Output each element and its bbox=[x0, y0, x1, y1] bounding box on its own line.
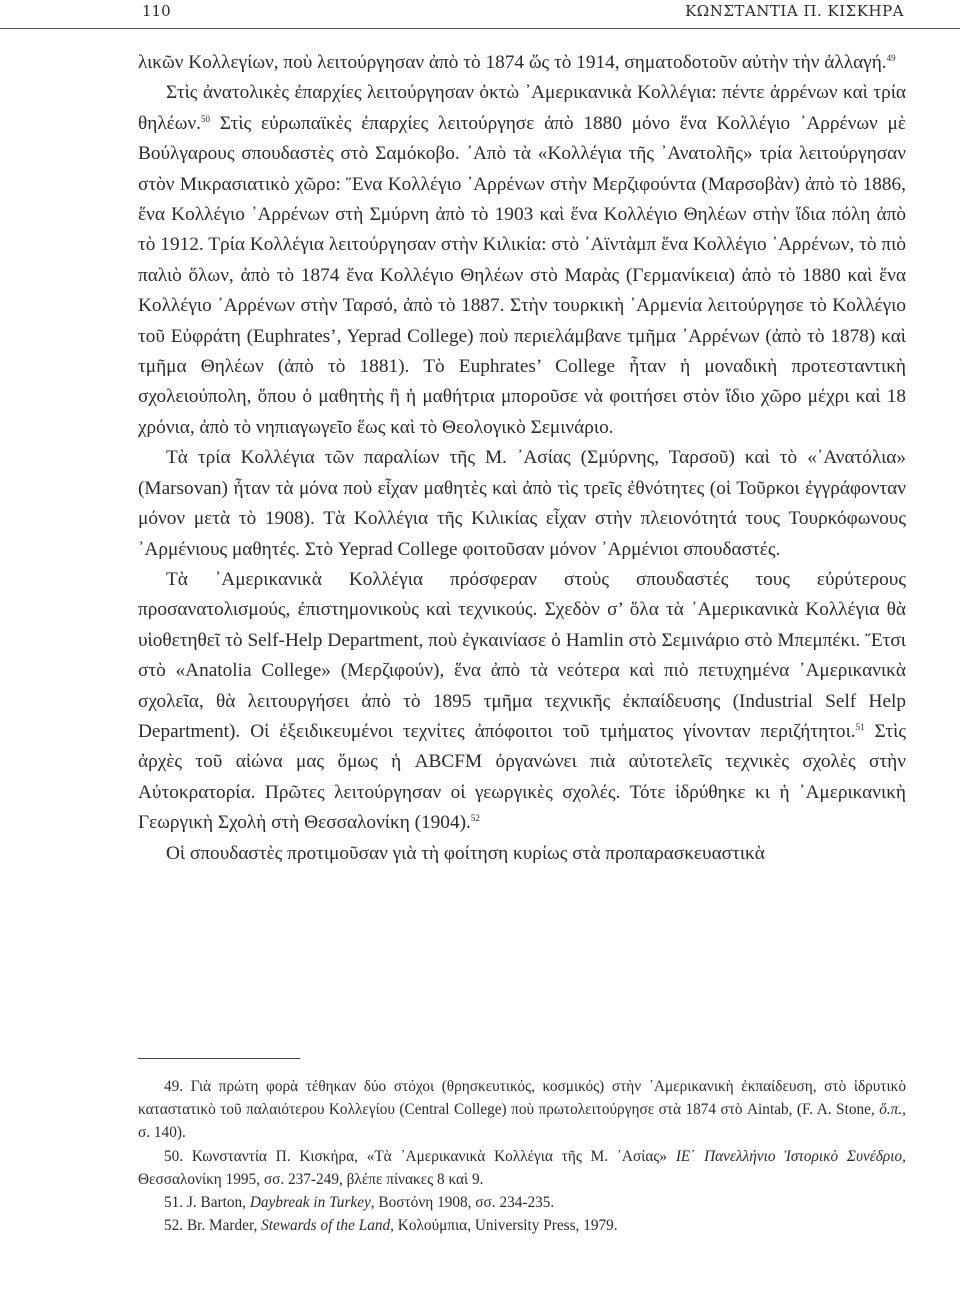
footnote-ref: 49 bbox=[886, 53, 896, 63]
footnote-49: 49. Γιὰ πρώτη φορὰ τέθηκαν δύο στόχοι (θρησκευτικός, κοσμικός) στὴν ᾿Αμερικανικὴ ἐκπαίδευση, στὸ ἱδρυτικὸ καταστατικὸ τοῦ παλαιότερου Κολλεγίου (Central College) ποὺ πρωτολειτούργησε στὰ 1874 στὸ Aintab, (F. A. Stone, ὅ.π., σ. 140). bbox=[138, 1078, 906, 1142]
footnote-51: 51. J. Barton, Daybreak in Turkey, Βοστόνη 1908, σσ. 234-235. bbox=[164, 1194, 555, 1212]
footnote-ref: 51 bbox=[855, 721, 865, 732]
page-header bbox=[0, 0, 960, 29]
footnote-ref: 52 bbox=[470, 813, 480, 824]
paragraph: Τὰ τρία Κολλέγια τῶν παραλίων τῆς Μ. ᾿Ασίας (Σμύρνης, Ταρσοῦ) καὶ τὸ «᾿Ανατόλια» (Marsovan) ἦταν τὰ μόνα ποὺ εἶχαν μαθητὲς καὶ ἀπὸ τὶς τρεῖς ἐθνότητες (οἱ Τοῦρκοι ἐγγράφονταν μόνον μετὰ τὸ 1908). Τὰ Κολλέγια τῆς Κιλικίας εἶχαν στὴν πλειονότητά τους Τουρκόφωνους ᾿Αρμένιους μαθητές. Στὸ Yeprad College φοιτοῦσαν μόνον ᾿Αρμένιοι σπουδαστές. bbox=[138, 447, 906, 560]
paragraph: Οἱ σπουδαστὲς προτιμοῦσαν γιὰ τὴ φοίτηση κυρίως στὰ προπαρασκευαστικὰ bbox=[166, 842, 765, 864]
footnote-52: 52. Br. Marder, Stewards of the Land, Κολούμπια, University Press, 1979. bbox=[164, 1217, 618, 1235]
footnotes bbox=[138, 1075, 906, 1237]
footnote-ref: 50 bbox=[201, 113, 210, 124]
footnote-divider bbox=[138, 1058, 300, 1059]
running-head: ΚΩΝΣΤΑΝΤΙΑ Π. ΚΙΣΚΗΡΑ bbox=[685, 2, 904, 20]
paragraph: Στὶς ἀνατολικὲς ἐπαρχίες λειτούργησαν ὀκτὼ ᾿Αμερικανικὰ Κολλέγια: πέντε ἀρρένων καὶ τρία θηλέων.$^{50}$ Στὶς εὐρωπαϊκὲς ἐπαρχίες λειτούργησε ἀπὸ 1880 μόνο ἕνα Κολλέγιο ᾿Αρρένων μὲ Βούλγαρους σπουδαστὲς στὸ Σαμόκοβο. ᾿Απὸ τὰ «Κολλέγια τῆς ᾿Ανατολῆς» τρία λειτούργησαν στὸν Μικρασιατικὸ χῶρο: Ἕνα Κολλέγιο ᾿Αρρένων στὴν Μερζιφούντα (Μαρσοβὰν) ἀπὸ τὸ 1886, ἕνα Κολλέγιο ᾿Αρρένων στὴ Σμύρνη ἀπὸ τὸ 1903 καὶ ἕνα Κολλέγιο Θηλέων στὴν ἴδια πόλη ἀπὸ τὸ 1912. Τρία Κολλέγια λειτούργησαν στὴν Κιλικία: στὸ ᾿Αϊντὰμπ ἕνα Κολλέγιο ᾿Αρρένων, τὸ πιὸ παλιὸ ὅλων, ἀπὸ τὸ 1874 ἕνα Κολλέγιο Θηλέων στὸ Μαρὰς (Γερμανίκεια) ἀπὸ τὸ 1880 καὶ ἕνα Κολλέγιο ᾿Αρρένων στὴν Ταρσό, ἀπὸ τὸ 1887. Στὴν τουρκικὴ ᾿Αρμενία λειτούργησε τὸ Κολλέγιο τοῦ Εὐφράτη (Euphrates’, Yeprad College) ποὺ περιελάμβανε τμῆμα ᾿Αρρένων (ἀπὸ τὸ 1878) καὶ τμῆμα Θηλέων (ἀπὸ τὸ 1881). Τὸ Euphrates’ College ἦταν ἡ μοναδικὴ προτεσταντικὴ σχολειούπολη, ὅπου ὁ μαθητὴς ἢ ἡ μαθήτρια μποροῦσε νὰ φοιτήσει στὸν ἴδιο χῶρο μέχρι καὶ 18 χρόνια, ἀπὸ τὸ νηπιαγωγεῖο ἕως καὶ τὸ Θεολογικὸ Σεμινάριο. bbox=[138, 82, 906, 438]
paragraph: Τὰ ᾿Αμερικανικὰ Κολλέγια πρόσφεραν στοὺς σπουδαστές τους εὐρύτερους προσανατολισμούς, ἐπιστημονικοὺς καὶ τεχνικούς. Σχεδὸν σ’ ὅλα τὰ ᾿Αμερικανικὰ Κολλέγια θὰ υἱοθετηθεῖ τὸ Self-Help Department, ποὺ ἐγκαινίασε ὁ Hamlin στὸ Σεμινάριο στὸ Μπεμπέκι. Ἔτσι στὸ «Anatolia College» (Μερζιφούν), ἕνα ἀπὸ τὰ νεότερα καὶ πιὸ πετυχημένα ᾿Αμερικανικὰ σχολεῖα, θὰ λειτουργήσει ἀπὸ τὸ 1895 τμῆμα τεχνικῆς ἐκπαίδευσης (Industrial Self Help Department). Οἱ ἐξειδικευμένοι τεχνίτες ἀπόφοιτοι τοῦ τμήματος γίνονταν περιζήτητοι.$^{51}$ Στὶς ἀρχὲς τοῦ αἰώνα μας ὅμως ἡ ABCFM ὀργανώνει πιὰ αὐτοτελεῖς τεχνικὲς σχολὲς στὴν Αὐτοκρατορία. Πρῶτες λειτούργησαν οἱ γεωργικὲς σχολές. Τότε ἱδρύθηκε κι ἡ ᾿Αμερικανικὴ Γεωργικὴ Σχολὴ στὴ Θεσσαλονίκη (1904).$^{52}$ bbox=[138, 568, 907, 834]
paragraph: λικῶν Κολλεγίων, ποὺ λειτούργησαν ἀπὸ τὸ 1874 ὥς τὸ 1914, σηματοδοτοῦν αὐτὴν τὴν ἀλλαγή.$^{49}$ bbox=[138, 52, 896, 73]
page-number: 110 bbox=[142, 2, 171, 20]
main-text bbox=[138, 48, 906, 869]
footnote-50: 50. Κωνσταντία Π. Κισκήρα, «Τὰ ᾿Αμερικανικὰ Κολλέγια τῆς Μ. ᾿Ασίας» ΙΕ΄ Πανελλήνιο Ἱστορικὸ Συνέδριο, Θεσσαλονίκη 1995, σσ. 237-249, βλέπε πίνακες 8 καὶ 9. bbox=[138, 1147, 906, 1188]
